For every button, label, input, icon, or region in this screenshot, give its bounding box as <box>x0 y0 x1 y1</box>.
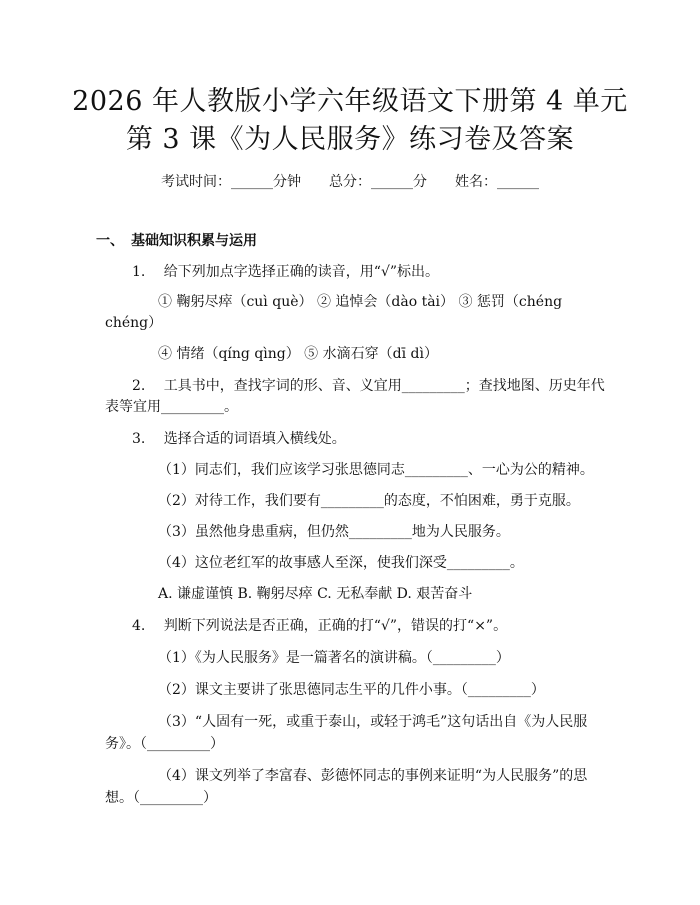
question-4-item-2: （2）课文主要讲了张思德同志生平的几件小事。（_________） <box>158 682 545 698</box>
title-line-1: 2026 年人教版小学六年级语文下册第 4 单元 <box>72 86 628 117</box>
question-4-item-3-line1: （3）“人固有一死，或重于泰山，或轻于鸿毛”这句话出自《为人民服 <box>158 714 588 730</box>
section-heading: 一、 基础知识积累与运用 <box>96 233 257 249</box>
question-1-stem: 1. 给下列加点字选择正确的读音，用“√”标出。 <box>132 264 440 280</box>
question-1-options-line1-cont: chéng） <box>105 315 163 331</box>
exam-info: 考试时间：______分钟 总分：______分 姓名：______ <box>161 174 539 190</box>
question-3-options: A. 谦虚谨慎 B. 鞠躬尽瘁 C. 无私奉献 D. 艰苦奋斗 <box>158 586 473 602</box>
question-3-item-2: （2）对待工作，我们要有_________的态度，不怕困难，勇于克服。 <box>158 493 580 509</box>
question-1-options-line1: ① 鞠躬尽瘁（cuì què） ② 追悼会（dào tài） ③ 惩罚（chéng <box>158 294 563 310</box>
question-3-item-1: （1）同志们，我们应该学习张思德同志_________、一心为公的精神。 <box>158 462 594 478</box>
question-4-item-4-line2: 想。（_________） <box>105 790 217 806</box>
question-4-item-3-line2: 务》。（_________） <box>105 736 224 752</box>
question-4-stem: 4. 判断下列说法是否正确，正确的打“√”，错误的打“×”。 <box>132 618 508 634</box>
title-line-2: 第 3 课《为人民服务》练习卷及答案 <box>125 124 575 155</box>
question-2-line2: 表等宜用_________。 <box>105 399 238 415</box>
question-4-item-1: （1）《为人民服务》是一篇著名的演讲稿。（_________） <box>158 650 510 666</box>
question-1-options-line2: ④ 情绪（qíng qìng） ⑤ 水滴石穿（dī dì） <box>158 346 438 362</box>
question-3-item-3: （3）虽然他身患重病，但仍然_________地为人民服务。 <box>158 524 510 540</box>
question-3-stem: 3. 选择合适的词语填入横线处。 <box>132 431 346 447</box>
question-4-item-4-line1: （4）课文列举了李富春、彭德怀同志的事例来证明“为人民服务”的思 <box>158 768 588 784</box>
question-3-item-4: （4）这位老红军的故事感人至深，使我们深受_________。 <box>158 555 524 571</box>
question-2-line1: 2. 工具书中，查找字词的形、音、义宜用_________；查找地图、历史年代 <box>132 378 605 394</box>
